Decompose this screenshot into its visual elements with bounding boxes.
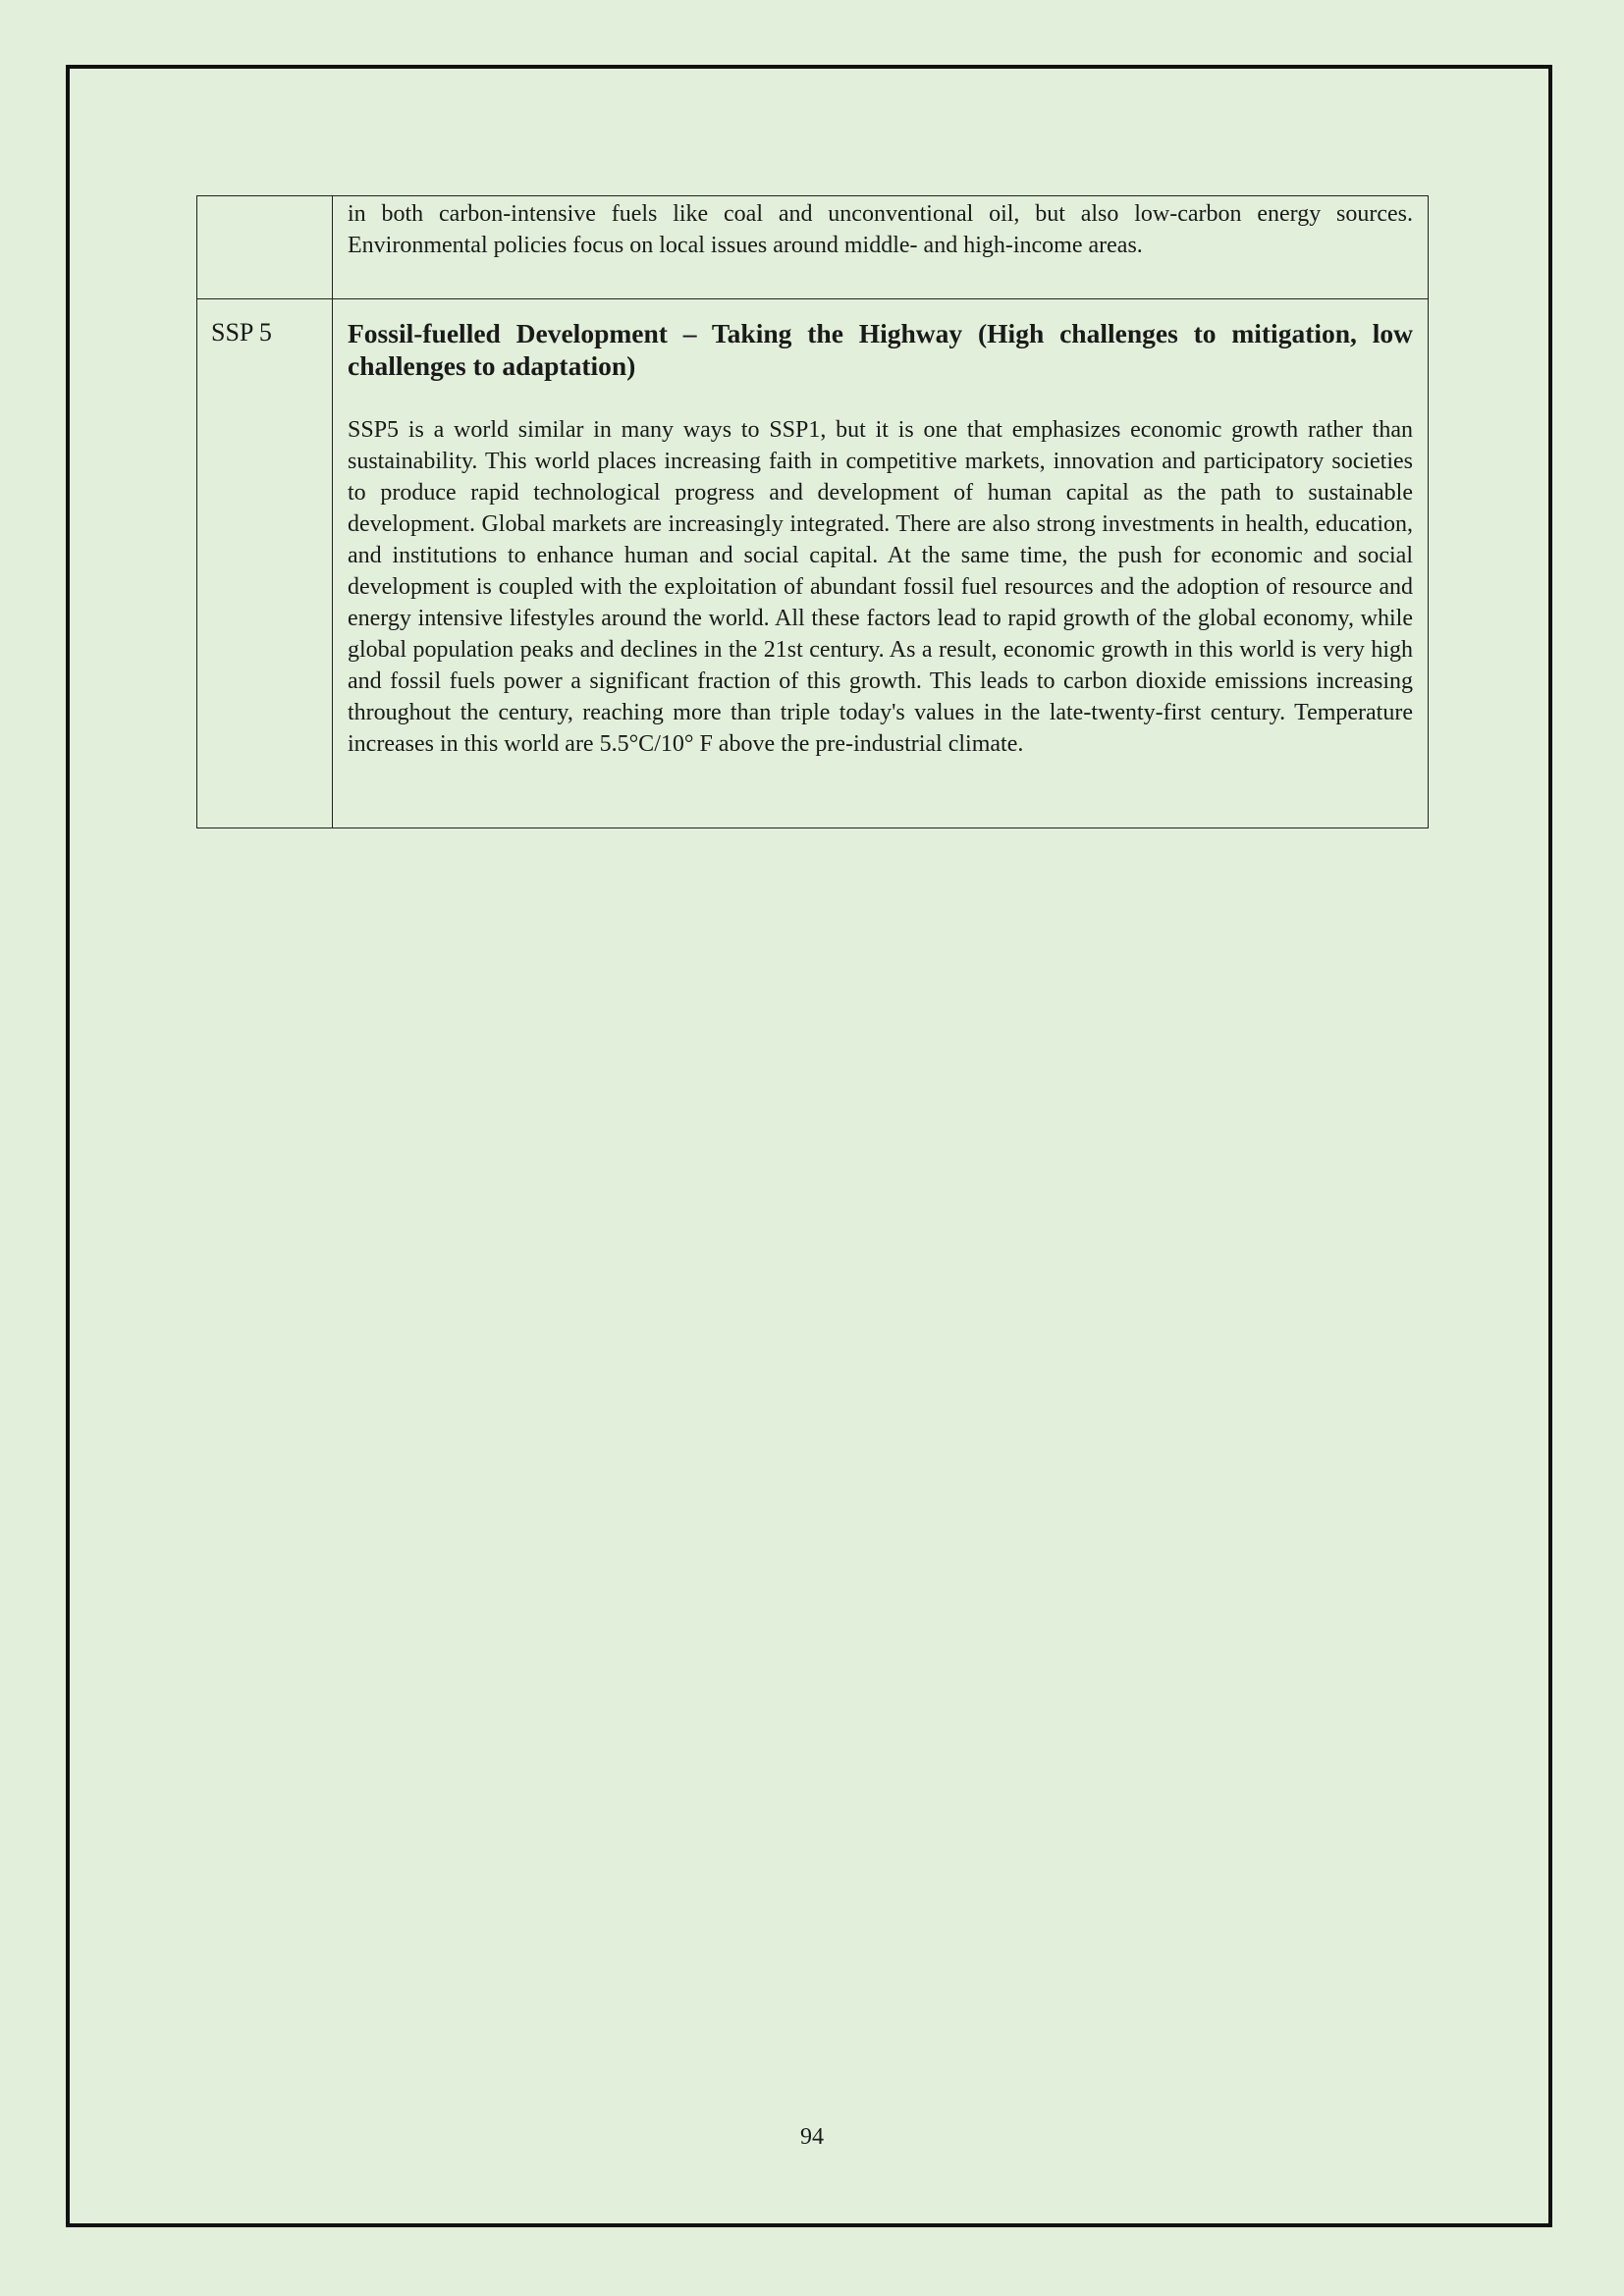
continued-row-label bbox=[197, 196, 333, 299]
ssp5-heading: Fossil-fuelled Development – Taking the Highway (High challenges to mitigation, low challenges to adaptation) bbox=[348, 318, 1413, 381]
table-row-continued bbox=[197, 196, 1429, 299]
continued-row-text: in both carbon-intensive fuels like coal and unconventional oil, but also low-carbon energy sources. Environmental policies focus on local issues around middle- and high-income areas. bbox=[348, 201, 1413, 258]
ssp5-description bbox=[333, 299, 1429, 828]
ssp-scenario-table bbox=[196, 195, 1429, 828]
ssp5-text: SSP5 is a world similar in many ways to SSP1, but it is one that emphasizes economic growth rather than sustainability. This world places increasing faith in competitive markets, innovation and participatory societies to produce rapid technological progress and development of human capital as the path to sustainable development. Global markets are increasingly integrated. There are also strong investments in health, education, and institutions to enhance human and social capital. At the same time, the push for economic and social development is coupled with the exploitation of abundant fossil fuel resources and the adoption of resource and energy intensive lifestyles around the world. All these factors lead to rapid growth of the global economy, while global population peaks and declines in the 21st century. As a result, economic growth in this world is very high and fossil fuels power a significant fraction of this growth. This leads to carbon dioxide emissions increasing throughout the century, reaching more than triple today's values in the late-twenty-first century. Temperature increases in this world are 5.5°C/10° F above the pre-industrial climate. bbox=[348, 417, 1413, 757]
ssp5-label: SSP 5 bbox=[197, 299, 333, 828]
page-number: 94 bbox=[800, 2124, 824, 2150]
continued-row-body bbox=[333, 196, 1429, 299]
table-row-ssp5 bbox=[197, 299, 1429, 828]
